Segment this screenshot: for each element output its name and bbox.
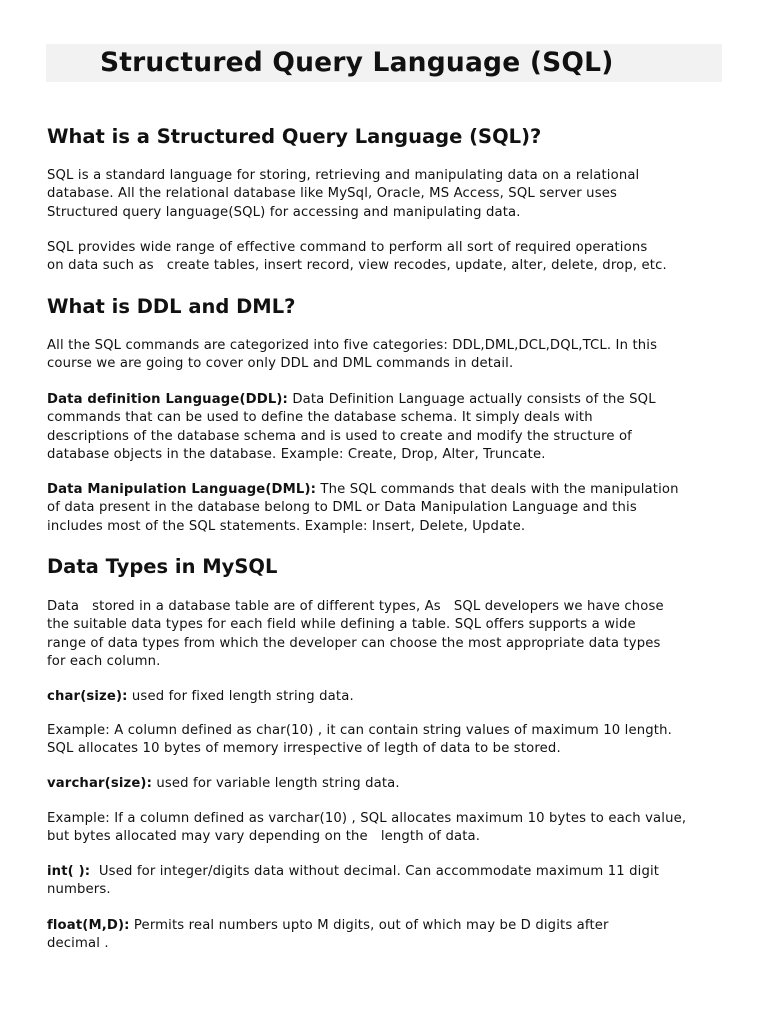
paragraph-sql-operations bbox=[47, 239, 737, 276]
paragraph-ddl bbox=[47, 391, 737, 465]
ddl-description: Data Definition Language actually consists of the SQL bbox=[287, 392, 656, 407]
paragraph-varchar-example bbox=[47, 810, 737, 847]
paragraph-char bbox=[47, 688, 737, 706]
char-term: char(size): bbox=[47, 689, 128, 704]
text-line: descriptions of the database schema and is used to create and modify the structure of bbox=[47, 428, 632, 444]
paragraph-dml bbox=[47, 481, 737, 536]
paragraph-char-example bbox=[47, 722, 737, 759]
text-line: database. All the relational database like MySql, Oracle, MS Access, SQL server uses bbox=[47, 186, 617, 202]
text-line: course we are going to cover only DDL and DML commands in detail. bbox=[47, 356, 514, 372]
text-line: range of data types from which the developer can choose the most appropriate data types bbox=[47, 635, 661, 651]
text-line bbox=[47, 481, 737, 499]
paragraph-int bbox=[47, 863, 737, 900]
text-line: SQL allocates 10 bytes of memory irrespective of legth of data to be stored. bbox=[47, 741, 561, 757]
text-line bbox=[47, 688, 737, 706]
text-line bbox=[47, 391, 737, 409]
text-line: Example: If a column defined as varchar(10) , SQL allocates maximum 10 bytes to each value, bbox=[47, 811, 687, 826]
text-line: the suitable data types for each field while defining a table. SQL offers supports a wide bbox=[47, 617, 636, 633]
ddl-term: Data definition Language(DDL): bbox=[47, 392, 288, 407]
text-line bbox=[47, 863, 737, 881]
text-line: SQL provides wide range of effective command to perform all sort of required operations bbox=[47, 240, 648, 255]
varchar-term: varchar(size): bbox=[47, 776, 153, 791]
text-line bbox=[47, 775, 737, 793]
paragraph-float bbox=[47, 917, 737, 954]
text-line: Example: A column defined as char(10) , it can contain string values of maximum 10 length. bbox=[47, 723, 672, 738]
dml-term: Data Manipulation Language(DML): bbox=[47, 482, 317, 497]
paragraph-sql-categories bbox=[47, 337, 737, 374]
dml-description: The SQL commands that deals with the manipulation bbox=[316, 482, 679, 497]
text-line: for each column. bbox=[47, 654, 161, 670]
title-banner bbox=[46, 44, 722, 82]
section-heading-what-is-sql: What is a Structured Query Language (SQL)? bbox=[47, 125, 542, 148]
section-heading-data-types: Data Types in MySQL bbox=[47, 555, 278, 578]
text-line: includes most of the SQL statements. Example: Insert, Delete, Update. bbox=[47, 518, 526, 534]
float-term: float(M,D): bbox=[47, 918, 130, 933]
text-line: of data present in the database belong to DML or Data Manipulation Language and this bbox=[47, 500, 637, 516]
text-line: numbers. bbox=[47, 882, 111, 898]
int-description: Used for integer/digits data without decimal. Can accommodate maximum 11 digit bbox=[90, 864, 660, 879]
varchar-description: used for variable length string data. bbox=[152, 776, 400, 791]
paragraph-data-types-intro bbox=[47, 598, 737, 672]
page-title: Structured Query Language (SQL) bbox=[100, 47, 614, 78]
text-line: All the SQL commands are categorized into five categories: DDL,DML,DCL,DQL,TCL. In this bbox=[47, 338, 658, 353]
text-line: SQL is a standard language for storing, retrieving and manipulating data on a relational bbox=[47, 168, 640, 183]
text-line: database objects in the database. Example: Create, Drop, Alter, Truncate. bbox=[47, 447, 546, 463]
text-line: on data such as create tables, insert record, view recodes, update, alter, delete, drop, etc. bbox=[47, 258, 667, 274]
paragraph-varchar bbox=[47, 775, 737, 793]
char-description: used for fixed length string data. bbox=[127, 689, 354, 704]
text-line: commands that can be used to define the database schema. It simply deals with bbox=[47, 410, 593, 426]
text-line: decimal . bbox=[47, 936, 109, 952]
paragraph-sql-definition bbox=[47, 167, 737, 222]
text-line: but bytes allocated may vary depending on the length of data. bbox=[47, 829, 481, 845]
text-line: Data stored in a database table are of different types, As SQL developers we have chose bbox=[47, 599, 664, 614]
float-description: Permits real numbers upto M digits, out of which may be D digits after bbox=[129, 918, 609, 933]
section-heading-ddl-dml: What is DDL and DML? bbox=[47, 295, 296, 318]
text-line bbox=[47, 917, 737, 935]
text-line: Structured query language(SQL) for accessing and manipulating data. bbox=[47, 204, 521, 220]
int-term: int( ): bbox=[47, 864, 91, 879]
